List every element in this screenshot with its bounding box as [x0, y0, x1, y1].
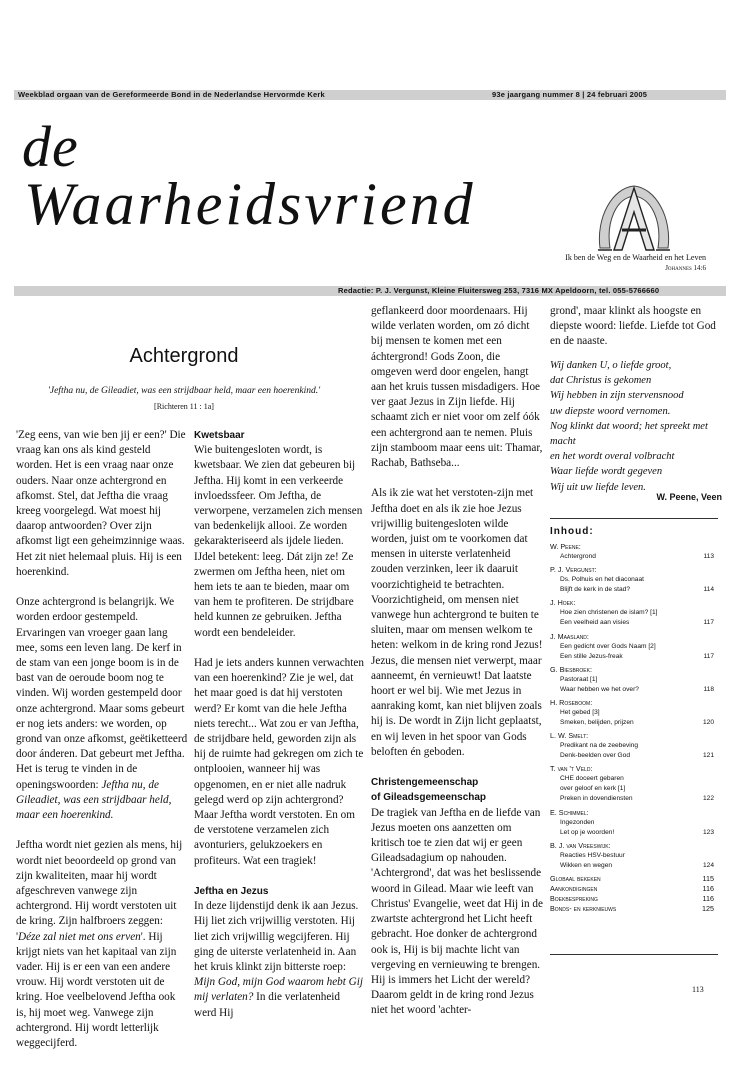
toc-group [550, 598, 718, 628]
toc-entry-title: Hoe zien christenen de islam? [1] [560, 609, 658, 617]
alpha-omega-monogram-icon [592, 178, 676, 260]
toc-entry-title: Reacties HSV-bestuur [560, 851, 625, 859]
toc-entry-title: Let op je woorden! [560, 828, 615, 836]
toc-entry[interactable] [550, 828, 718, 838]
paragraph: grond', maar klinkt als hoogste en diepste woord: liefde. Liefde tot God en de naaste. [550, 305, 716, 348]
article-author: W. Peene, Veen [656, 492, 722, 502]
article-column-2 [194, 428, 364, 1019]
poem-line: Wij danken U, o liefde groot, [550, 360, 672, 371]
toc-entry-title: Preken in dovendiensten [560, 795, 633, 803]
toc-section-title: Globaal bekeken [550, 873, 601, 883]
issue-info: 93e jaargang nummer 8 | 24 februari 2005 [492, 90, 648, 99]
article-quote-ref: [Richteren 11 : 1a] [154, 402, 214, 411]
paragraph: Als ik zie wat het verstoten-zijn met Jeftha doet en als ik zie hoe Jezus vrijwillig buitengesloten wilde worden, juist om te voorkomen dat mensen in uiterste verlatenheid zouden verzinken, leer ik daaruit voorzichtigheid te betrachten. Voorzichtigheid, om mensen niet vanwege hun achtergrond te buiten te sluiten, maar om mensen welkom te heten: welkom in de kring rond Jezus! Jezus, die mensen niet verwerpt, maar aanneemt, én vernieuwt! Dat laatste hoort er wel bij. Wie met Jezus in aanraking komt, kan niet blijven zoals hij is. De wordt in Zijn licht geplaatst, en wij leven in het spoor van Gods beloften én geboden. [371, 487, 543, 758]
toc-group [550, 632, 718, 662]
toc-section-title: Aankondigingen [550, 883, 598, 893]
toc-group [550, 764, 718, 804]
redactie-band [14, 286, 726, 296]
toc-entry[interactable] [550, 618, 718, 628]
page-number: 113 [692, 985, 704, 994]
section-heading: of Gileadsgemeenschap [371, 792, 487, 804]
toc-author: J. Maasland: [550, 631, 589, 641]
toc-entry-page: 121 [702, 752, 714, 760]
toc-section-page: 125 [702, 903, 714, 913]
article-column-1 [16, 428, 188, 1050]
toc-entry[interactable] [550, 718, 718, 728]
table-of-contents [550, 542, 718, 914]
toc-entry[interactable] [550, 575, 718, 585]
toc-entry-title: Het gebed [3] [560, 708, 600, 716]
masthead-band [14, 90, 726, 100]
toc-entry-title: Een stille Jezus-freak [560, 652, 623, 660]
section-heading: Jeftha en Jezus [194, 886, 269, 898]
toc-entry-page: 120 [702, 718, 714, 726]
poem-line: Wij uit uw liefde leven. [550, 481, 646, 493]
toc-entry-title: Een veelheid aan visies [560, 619, 630, 627]
paragraph: Had je iets anders kunnen verwachten van een hoerenkind? Zie je wel, dat het maar goed is dat hij verstoten werd? Er komt van die hele Jeftha niets terecht... Wat zou er van Jeftha, de strijdbare held, geworden zijn als hij de ruimte had gekregen om zich te ontplooien, wanneer hij was opgenomen, en er niet alle nadruk gelegd werd op zijn achtergrond? Maar Jeftha wordt verstoten. En om de verstotene verzamelen zich avonturiers, gelukzoekers en profiteurs. Wat een tragiek! [194, 657, 364, 867]
toc-section[interactable] [550, 894, 718, 904]
toc-entry[interactable] [550, 794, 718, 804]
toc-entry-title: Denk-beelden over God [560, 752, 631, 760]
toc-group [550, 731, 718, 761]
toc-section-title: Bonds- en kerknieuws [550, 903, 617, 913]
motto-text: Ik ben de Weg en de Waarheid en het Leven [565, 253, 706, 262]
article-column-4 [550, 304, 722, 352]
toc-entry-page: 114 [703, 586, 714, 594]
toc-section-page: 116 [702, 893, 714, 903]
poem-line: Wij hebben in zijn stervensnood [550, 390, 684, 402]
section-heading: Kwetsbaar [194, 430, 245, 441]
paragraph-text: Jeftha wordt niet gezien als mens, hij wordt niet beoordeeld op grond van zijn kwaliteiten, maar hij wordt afgeschreven vanwege zijn achtergrond. Hij wordt verstoten uit de kring. Zijn halfbroers zeggen: ' [16, 839, 183, 943]
divider [550, 954, 718, 955]
paragraph-quote: Jeftha nu, de Gileadiet, was een strijdbaar held, maar een hoerenkind. [16, 778, 172, 822]
toc-entry[interactable] [550, 552, 718, 562]
toc-entry-title: Pastoraat [1] [560, 675, 598, 683]
toc-author: P. J. Vergunst: [550, 565, 597, 575]
toc-entry-title: Wikken en wegen [560, 861, 613, 869]
paragraph-text: '. Hij krijgt niets van het kapitaal van zijn vader. Hij is er een van een andere vrouw. Hij wordt verstoten uit de kring. Hoe veelbelovend Jeftha ook is, hij moet weg. Vanwege zijn achtergrond. Hij wordt letterlijk weggecijferd. [16, 930, 177, 1050]
poem-line: dat Christus is gekomen [550, 375, 652, 387]
divider [550, 518, 718, 519]
toc-entry[interactable] [550, 774, 718, 784]
toc-entry-page: 122 [702, 795, 714, 803]
section-heading: Christengemeenschap [371, 777, 479, 789]
toc-entry-title: Blijft de kerk in de stad? [560, 586, 631, 594]
toc-entry-title: over geloof en kerk [1] [560, 785, 626, 793]
toc-entry-page: 113 [703, 553, 714, 560]
paragraph: Wie buitengesloten wordt, is kwetsbaar. We zien dat gebeuren bij Jeftha. Hij komt in een verkeerde invloedssfeer. Om Jeftha, de verworpene, verzamelen zich mensen van bedenkelijk allooi. Ze worden gekarakteriseerd als ijdele lieden. IJdel betekent: leeg. Dát zijn ze! Ze zwermen om Jeftha heen, niet om hem iets te aan te bieden, maar om van hem te profiteren. De strijdbare held kunnen ze gebruiken. Jeftha wordt een bendeleider. [194, 444, 363, 639]
article-title: Achtergrond [129, 345, 239, 367]
toc-entry[interactable] [550, 741, 718, 751]
toc-entry[interactable] [550, 861, 718, 871]
paragraph-text: Onze achtergrond is belangrijk. We worden erdoor gestempeld. Ervaringen van vroeger gaan lang mee, soms een leven lang. De kerf in de stam van een jonge boom is in de bast van de oeroude boom nog te vinden. Wij worden gestempeld door onze achtergrond. Maar soms gebeurt er nog iets anders: we worden, op grond van onze afkomst, geëtiketteerd door ánderen. Dat gebeurt met Jeftha. Het is terug te vinden in de openingswoorden: [16, 596, 188, 791]
toc-entry-title: Ingezonden [560, 818, 595, 826]
toc-group [550, 841, 718, 871]
logo-line-1: de [22, 114, 79, 179]
paragraph [16, 595, 188, 823]
paragraph-text: In deze lijdenstijd denk ik aan Jezus. Hij liet zich vrijwillig verstoten. Hij liet zich vrijwillig wegcijferen. Hij ging de uiterste verlatenheid in. Aan het kruis klinkt zijn bitterste roep: [194, 900, 359, 974]
toc-section-page: 115 [702, 873, 714, 883]
paragraph: De tragiek van Jeftha en de liefde van Jezus moeten ons aanzetten om kritisch toe te zien dat wij er geen Gileadsadagium op nahouden. 'Achtergrond', dat was het beslissende woord in Gilead. Maar wie leeft van Christus' Evangelie, weet dat Hij in de zwartste achtergrond het Licht heeft gebracht. Hoe donker de achtergrond ook is, Hij is bij machte licht van vergeving en vernieuwing te brengen. Hij is immers het Licht der wereld? Daarom geldt in de kring rond Jezus niet het woord 'achter- [371, 806, 543, 1017]
toc-entry-title: Predikant na de zeebeving [560, 742, 639, 750]
toc-entry-title: Smeken, belijden, prijzen [560, 718, 634, 726]
toc-group [550, 665, 718, 695]
toc-entry-title: Ds. Polhuis en het diaconaat [560, 576, 644, 584]
toc-entry[interactable] [550, 751, 718, 761]
toc-author: W. Peene: [550, 542, 581, 551]
toc-author: G. Biesbroek: [550, 664, 592, 674]
article-quote: 'Jeftha nu, de Gileadiet, was een strijdbaar held, maar een hoerenkind.' [47, 386, 321, 396]
toc-entry-page: 117 [703, 652, 714, 660]
toc-entry[interactable] [550, 608, 718, 618]
toc-section[interactable] [550, 904, 718, 914]
toc-entry[interactable] [550, 585, 718, 595]
toc-entry-title: Een gedicht over Gods Naam [2] [560, 642, 656, 650]
paragraph: geflankeerd door moordenaars. Hij wilde verlaten worden, om zó dicht bij mensen te komen met een áchtergrond! Gods Zoon, die omgeven werd door engelen, hangt aan het kruis tussen misdadigers. Hoe ver gaat Jezus in Zijn liefde. Hij schaamt zich er niet voor om zelf óók een achtergrond aan te nemen. Pluis zijn stamboom maar eens uit: Thamar, Rachab, Bathseba... [371, 305, 543, 470]
toc-entry-title: Waar hebben we het over? [560, 685, 639, 693]
toc-section[interactable] [550, 874, 718, 884]
paragraph: 'Zeg eens, van wie ben jij er een?' Die vraag kan ons als kind gesteld worden. Het is een vraag naar onze ouders. Naar onze achtergrond en afkomst. Stel, dat Jeftha die vraag kreeg voorgelegd. Wat moest hij daarop antwoorden? Over zijn afkomst ligt een geheimzinnige waas. Het zit niet helemaal pluis. Hij is een hoerenkind. [16, 429, 186, 578]
toc-group [550, 565, 718, 595]
paragraph [16, 838, 188, 1051]
toc-group [550, 542, 718, 562]
toc-entry-title: CHE doceert gebaren [560, 775, 624, 783]
paragraph [194, 899, 364, 1021]
toc-section[interactable] [550, 884, 718, 894]
toc-author: B. J. van Vreeswijk: [550, 840, 611, 850]
toc-entry-page: 118 [703, 685, 714, 693]
toc-entry[interactable] [550, 708, 718, 718]
toc-author: E. Schimmel: [550, 807, 589, 817]
poem-line: Waar liefde wordt gegeven [550, 466, 663, 478]
logo-line-2: Waarheidsvriend [24, 171, 476, 237]
toc-title: Inhoud: [550, 526, 594, 537]
toc-entry[interactable] [550, 685, 718, 695]
toc-entry[interactable] [550, 642, 718, 652]
poem [550, 358, 722, 495]
toc-section-title: Boekbespreking [550, 893, 598, 903]
motto-reference: Johannes 14:6 [665, 264, 706, 272]
article-column-3 [371, 304, 543, 1017]
toc-entry-page: 124 [702, 861, 714, 869]
toc-entry[interactable] [550, 675, 718, 685]
toc-entry-page: 117 [703, 619, 714, 627]
redactie-text: Redactie: P. J. Vergunst, Kleine Fluitersweg 253, 7316 MX Apeldoorn, tel. 055-5766660 [338, 286, 660, 295]
toc-entry-page: 123 [702, 828, 714, 836]
poem-line: Nog klinkt dat woord; het spreekt met macht [550, 420, 708, 448]
toc-group [550, 808, 718, 838]
toc-section-page: 116 [702, 883, 714, 893]
toc-group [550, 698, 718, 728]
paragraph-quote: Mijn God, mijn God waarom hebt Gij mij verlaten? [194, 976, 363, 1004]
paragraph-quote: Déze zal niet met ons erven [18, 930, 141, 943]
toc-author: T. van 't Veld: [550, 764, 593, 774]
masthead-text: Weekblad orgaan van de Gereformeerde Bond in de Nederlandse Hervormde Kerk [18, 90, 325, 99]
toc-entry-title: Achtergrond [560, 553, 596, 560]
poem-line: en het wordt overal volbracht [550, 451, 675, 463]
poem-line: uw diepste woord vernomen. [550, 405, 671, 417]
toc-author: J. Hoek: [550, 598, 576, 608]
toc-entry[interactable] [550, 851, 718, 861]
motto [565, 253, 706, 273]
toc-entry[interactable] [550, 784, 718, 794]
paragraph-text: In die verlatenheid werd Hij [194, 991, 341, 1019]
toc-entry[interactable] [550, 818, 718, 828]
toc-author: L. W. Smelt: [550, 731, 589, 741]
toc-author: H. Roseboom: [550, 697, 593, 707]
toc-entry[interactable] [550, 652, 718, 662]
